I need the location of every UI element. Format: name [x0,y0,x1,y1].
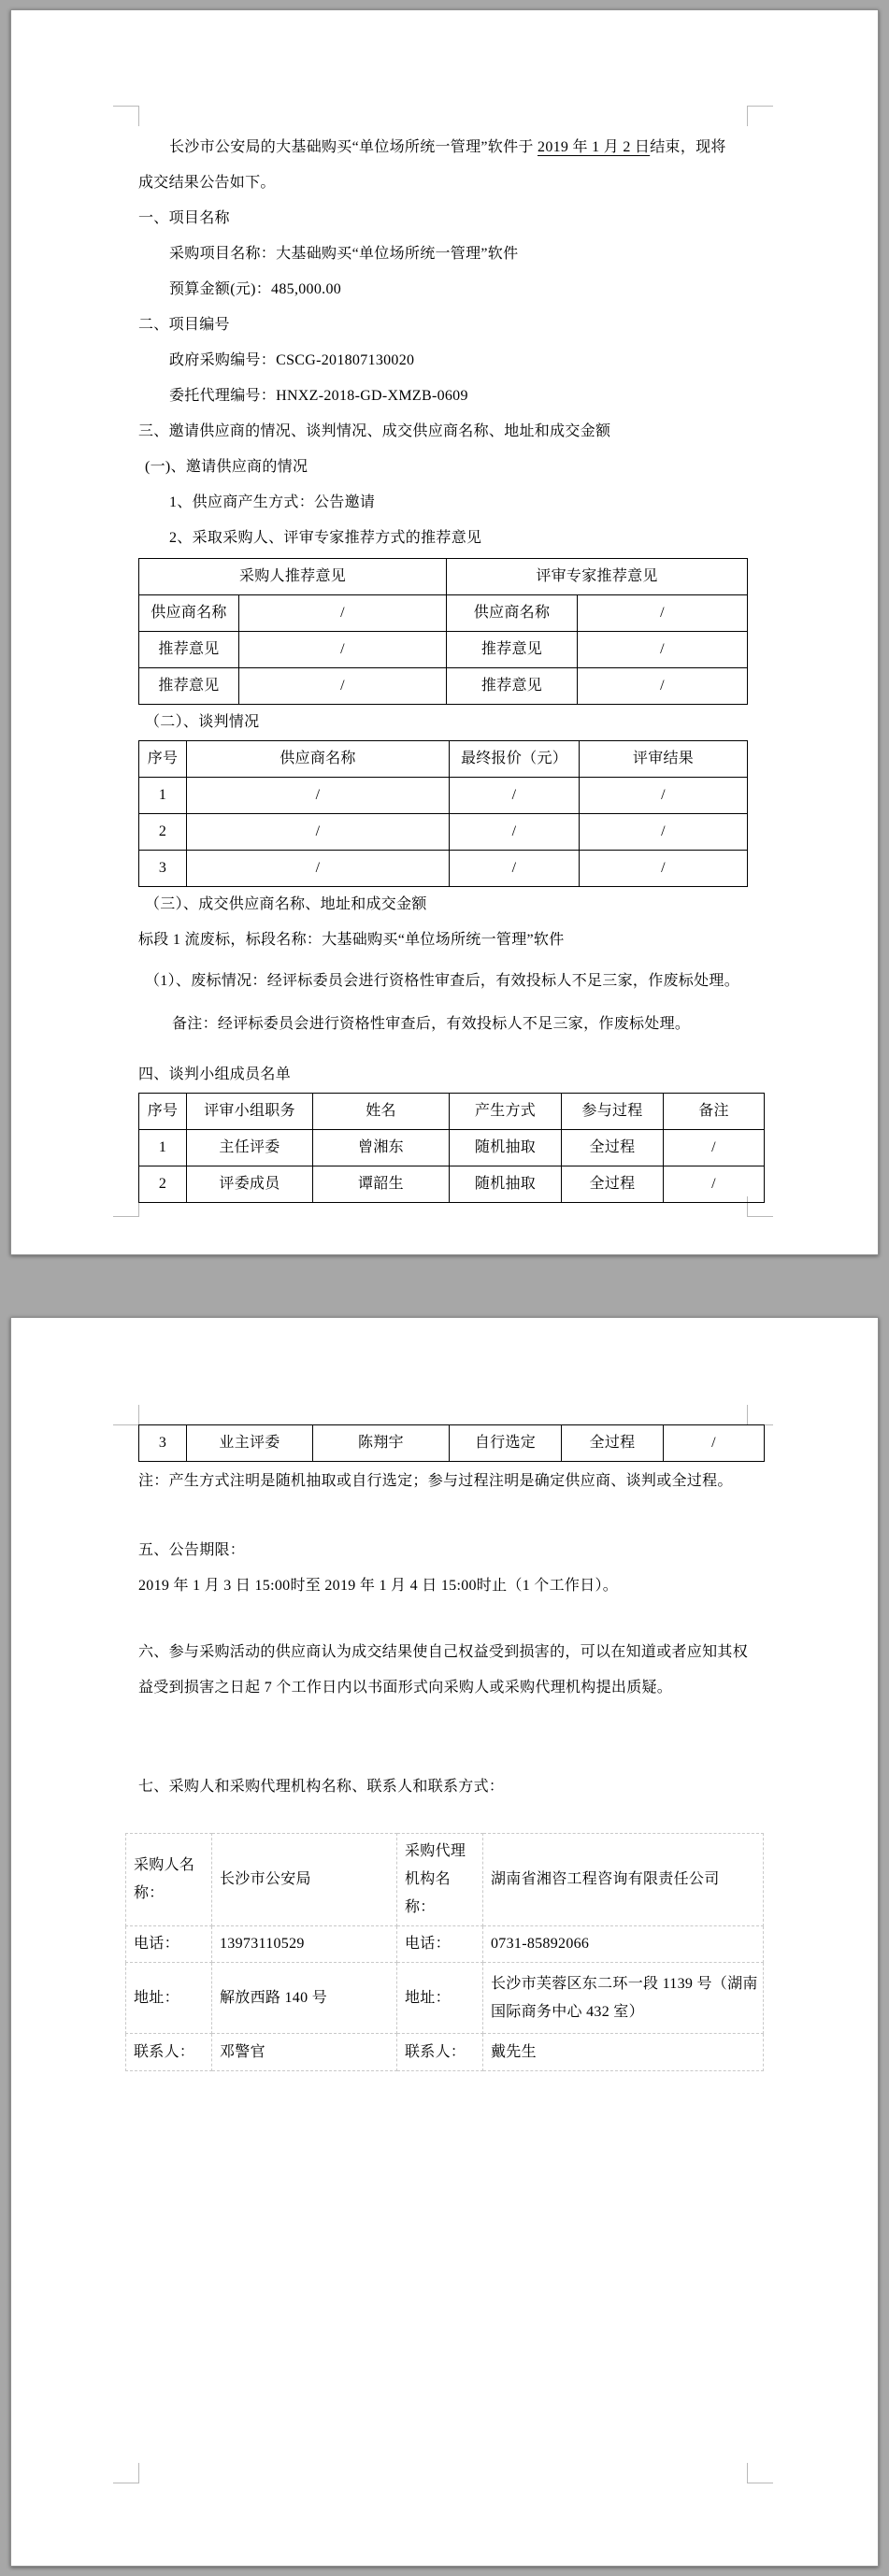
label-cell: 电话： [397,1926,483,1963]
recommend-method-line: 2、采取采购人、评审专家推荐方式的推荐意见 [169,530,482,546]
cell: / [239,668,447,705]
value-cell: 解放西路 140 号 [212,1963,397,2034]
cell: / [578,668,748,705]
invalid-bid-line: （1）、废标情况：经评标委员会进行资格性审查后，有效投标人不足三家，作废标处理。 [145,973,740,989]
table-row [139,778,748,814]
cell: 推荐意见 [139,632,239,668]
table-row [139,595,748,632]
label-cell: 联系人： [397,2034,483,2071]
table-row [126,1963,764,2034]
cell: / [187,851,450,887]
intro-text-pre: 长沙市公安局的大基础购买“单位场所统一管理”软件于 [169,139,538,155]
value-cell: 长沙市芙蓉区东二环一段 1139 号（湖南国际商务中心 432 室） [483,1963,764,2034]
negotiation-table [138,740,748,887]
gov-procurement-code-line: 政府采购编号：CSCG-201807130020 [169,352,415,368]
cell: / [580,778,748,814]
header-cell: 最终报价（元） [450,741,580,778]
header-cell: 参与过程 [562,1094,664,1130]
cell: 全过程 [562,1130,664,1166]
table-row [126,1834,764,1926]
value-cell: 湖南省湘咨工程咨询有限责任公司 [483,1834,764,1926]
table-row [139,1094,765,1130]
cell: / [578,632,748,668]
table-row [139,1425,765,1462]
header-cell: 序号 [139,741,187,778]
section-3-3-title: （三）、成交供应商名称、地址和成交金额 [145,896,427,912]
cell: 推荐意见 [139,668,239,705]
header-cell: 评审小组职务 [187,1094,313,1130]
section-3-title: 三、邀请供应商的情况、谈判情况、成交供应商名称、地址和成交金额 [138,423,611,439]
cell: / [450,814,580,851]
label-cell: 电话： [126,1926,212,1963]
cell: / [187,778,450,814]
cell: 推荐意见 [447,668,578,705]
header-cell: 序号 [139,1094,187,1130]
table-row [126,2034,764,2071]
cell: 随机抽取 [450,1166,562,1203]
intro-date-underlined: 2019 年 1 月 2 日 [538,139,651,155]
cell: / [187,814,450,851]
lot-result-line: 标段 1 流废标，标段名称：大基础购买“单位场所统一管理”软件 [138,932,565,948]
intro-line-2: 成交结果公告如下。 [138,175,276,191]
cell: / [580,851,748,887]
cell: / [664,1130,765,1166]
cell: 评委成员 [187,1166,313,1203]
text-boundary-mark [747,106,773,126]
cell: 3 [139,851,187,887]
label-cell: 联系人： [126,2034,212,2071]
cell: 全过程 [562,1166,664,1203]
table-row [139,1166,765,1203]
table-row [139,814,748,851]
cell: 推荐意见 [447,632,578,668]
value-cell: 长沙市公安局 [212,1834,397,1926]
value-cell: 0731-85892066 [483,1926,764,1963]
cell: / [664,1166,765,1203]
label-cell: 采购代理机构名称： [397,1834,483,1926]
cell: / [450,851,580,887]
panel-member-table [138,1093,765,1203]
section-5-title: 五、公告期限： [138,1542,246,1558]
cell: 全过程 [562,1425,664,1462]
cell: 供应商名称 [447,595,578,632]
budget-line: 预算金额(元)：485,000.00 [169,281,342,297]
page-1-content [138,130,752,1203]
section-6-paragraph: 六、参与采购活动的供应商认为成交结果使自己权益受到损害的，可以在知道或者应知其权益受到损害之日起 7 个工作日内以书面形式向采购人或采购代理机构提出质疑。 [138,1644,749,1696]
intro-line-1 [138,130,752,165]
page-1 [10,9,879,1255]
cell: / [450,778,580,814]
cell: 曾湘东 [313,1130,450,1166]
table-row [126,1926,764,1963]
page-2 [10,1317,879,2567]
section-3-2-title: （二）、谈判情况 [145,714,260,730]
contact-table [125,1833,764,2071]
cell: / [664,1425,765,1462]
table-row [139,559,748,595]
cell: / [239,632,447,668]
panel-note-line: 注：产生方式注明是随机抽取或自行选定；参与过程注明是确定供应商、谈判或全过程。 [138,1473,733,1489]
table-row [139,632,748,668]
section-7-title: 七、采购人和采购代理机构名称、联系人和联系方式： [138,1779,505,1795]
header-cell: 供应商名称 [187,741,450,778]
cell: 业主评委 [187,1425,313,1462]
table-row [139,668,748,705]
project-name-line: 采购项目名称：大基础购买“单位场所统一管理”软件 [169,246,519,262]
text-boundary-mark [747,1405,773,1425]
cell: 随机抽取 [450,1130,562,1166]
label-cell: 采购人名称： [126,1834,212,1926]
value-cell: 13973110529 [212,1926,397,1963]
table-row [139,851,748,887]
text-boundary-mark [113,1405,139,1425]
remark-line: 备注：经评标委员会进行资格性审查后，有效投标人不足三家，作废标处理。 [172,1016,691,1032]
recommend-table [138,558,748,705]
label-cell: 地址： [126,1963,212,2034]
cell: 1 [139,1130,187,1166]
text-boundary-mark [747,2463,773,2483]
agency-code-line: 委托代理编号：HNXZ-2018-GD-XMZB-0609 [169,388,468,404]
section-2-title: 二、项目编号 [138,317,230,333]
section-1-title: 一、项目名称 [138,210,230,226]
supplier-method-line: 1、供应商产生方式：公告邀请 [169,494,376,510]
value-cell: 邓警官 [212,2034,397,2071]
cell: 1 [139,778,187,814]
header-cell: 备注 [664,1094,765,1130]
cell: 2 [139,814,187,851]
table-row [139,741,748,778]
label-cell: 地址： [397,1963,483,2034]
header-cell: 姓名 [313,1094,450,1130]
text-boundary-mark [113,106,139,126]
cell: / [239,595,447,632]
cell: 谭韶生 [313,1166,450,1203]
cell: 3 [139,1425,187,1462]
cell: / [580,814,748,851]
text-boundary-mark [113,2463,139,2483]
section-4-title: 四、谈判小组成员名单 [138,1066,292,1082]
table-row [139,1130,765,1166]
cell: 供应商名称 [139,595,239,632]
intro-text-post: 结束，现将 [650,139,726,155]
text-boundary-mark [113,1196,139,1217]
cell: 自行选定 [450,1425,562,1462]
page-2-content [134,1424,758,2071]
header-cell: 评审专家推荐意见 [447,559,748,595]
cell: 主任评委 [187,1130,313,1166]
cell: 陈翔宇 [313,1425,450,1462]
header-cell: 采购人推荐意见 [139,559,447,595]
section-3-1-title: (一)、邀请供应商的情况 [145,459,308,475]
cell: / [578,595,748,632]
cell: 2 [139,1166,187,1203]
header-cell: 产生方式 [450,1094,562,1130]
announcement-period-line: 2019 年 1 月 3 日 15:00时至 2019 年 1 月 4 日 15:00时止（1 个工作日）。 [138,1578,619,1594]
panel-member-table-continued [138,1424,765,1462]
header-cell: 评审结果 [580,741,748,778]
value-cell: 戴先生 [483,2034,764,2071]
